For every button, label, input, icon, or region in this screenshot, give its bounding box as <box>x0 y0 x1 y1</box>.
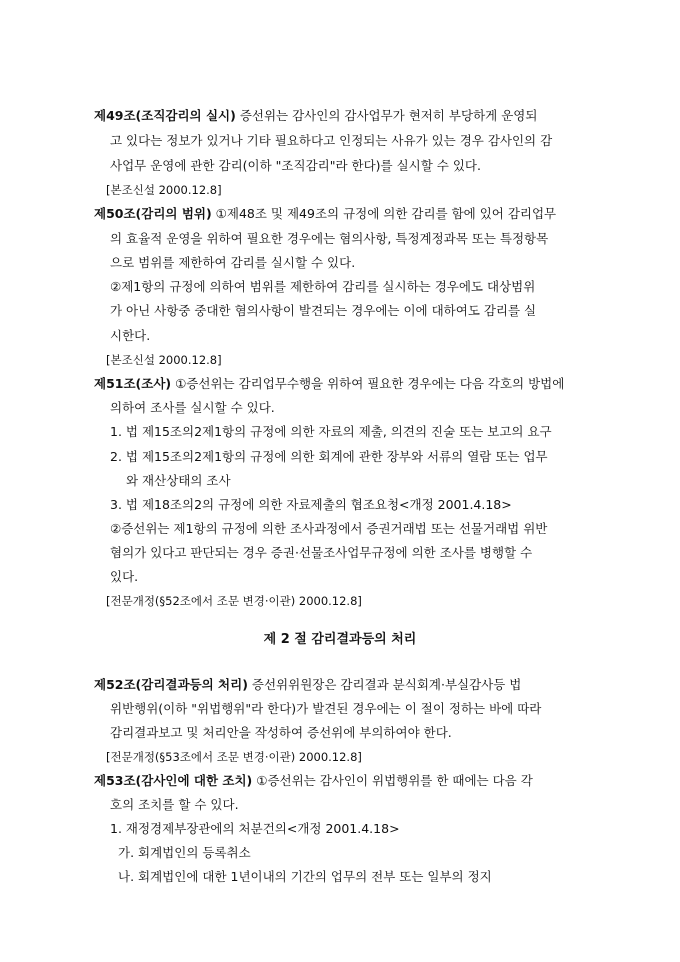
article-51-line-2: 의하여 조사를 실시할 수 있다. <box>110 400 275 415</box>
article-53-item-1: 1. 재정경제부장관에의 처분건의<개정 2001.4.18> <box>110 821 400 836</box>
article-51-note: [전문개정(§52조에서 조문 변경·이관) 2000.12.8] <box>106 594 362 608</box>
article-51-line-4: 혐의가 있다고 판단되는 경우 증권·선물조사업무규정에 의한 조사를 병행할 수 <box>110 545 533 560</box>
article-51-item-2: 2. 법 제15조의2제1항의 규정에 의한 회계에 관한 장부와 서류의 열람 또는 업무 <box>110 449 548 464</box>
article-50-note: [본조신설 2000.12.8] <box>106 353 222 367</box>
article-53-heading: 제53조(감사인에 대한 조치) <box>94 773 253 788</box>
article-51-item-3: 3. 법 제18조의2의 규정에 의한 자료제출의 협조요청<개정 2001.4.18> <box>110 497 512 512</box>
article-50-line-3: 으로 범위를 제한하여 감리를 실시할 수 있다. <box>110 255 356 270</box>
article-50-line-2: 의 효율적 운영을 위하여 필요한 경우에는 혐의사항, 특정계정과목 또는 특정항목 <box>110 231 549 246</box>
article-51-line-1: 제51조(조사) ①증선위는 감리업무수행을 위하여 필요한 경우에는 다음 각호의 방법에 <box>94 376 565 391</box>
article-50-line-5: 가 아닌 사항중 중대한 혐의사항이 발견되는 경우에는 이에 대하여도 감리를 실 <box>110 303 537 318</box>
article-50-line-6: 시한다. <box>110 328 151 343</box>
article-50-line-1: 제50조(감리의 범위) ①제48조 및 제49조의 규정에 의한 감리를 함에 있어 감리업무 <box>94 206 557 221</box>
article-52-note: [전문개정(§53조에서 조문 변경·이관) 2000.12.8] <box>106 750 362 764</box>
article-52-line-1: 제52조(감리결과등의 처리) 증선위위원장은 감리결과 분식회계·부실감사등 법 <box>94 677 522 692</box>
article-53-line-1: 제53조(감사인에 대한 조치) ①증선위는 감사인이 위법행위를 한 때에는 다음 각 <box>94 773 533 788</box>
section-heading: 제 2 절 감리결과등의 처리 <box>263 632 417 647</box>
article-51-item-2-cont: 와 재산상태의 조사 <box>126 473 231 488</box>
article-50-heading: 제50조(감리의 범위) <box>94 206 212 221</box>
article-53-line-2: 호의 조치를 할 수 있다. <box>110 797 239 812</box>
article-51-item-1: 1. 법 제15조의2제1항의 규정에 의한 자료의 제출, 의견의 진술 또는 보고의 요구 <box>110 424 552 439</box>
article-52-line-2: 위반행위(이하 "위법행위"라 한다)가 발견된 경우에는 이 절이 정하는 바에 따라 <box>110 701 542 716</box>
article-49-line-1: 제49조(조직감리의 실시) 증선위는 감사인의 감사업무가 현저히 부당하게 운영되 <box>94 108 538 123</box>
article-49-note: [본조신설 2000.12.8] <box>106 183 222 197</box>
article-51-line-5: 있다. <box>110 569 139 584</box>
article-53-subitem-ga: 가. 회계법인의 등록취소 <box>118 845 251 860</box>
article-49-line-2: 고 있다는 정보가 있거나 기타 필요하다고 인정되는 사유가 있는 경우 감사인의 감 <box>110 133 553 148</box>
article-53-subitem-na: 나. 회계법인에 대한 1년이내의 기간의 업무의 전부 또는 일부의 정지 <box>118 869 492 884</box>
article-49-heading: 제49조(조직감리의 실시) <box>94 108 236 123</box>
article-49-line-3: 사업무 운영에 관한 감리(이하 "조직감리"라 한다)를 실시할 수 있다. <box>110 158 481 173</box>
article-52-line-3: 감리결과보고 및 처리안을 작성하여 증선위에 부의하여야 한다. <box>110 725 452 740</box>
article-51-heading: 제51조(조사) <box>94 376 172 391</box>
article-52-heading: 제52조(감리결과등의 처리) <box>94 677 248 692</box>
article-50-line-4: ②제1항의 규정에 의하여 범위를 제한하여 감리를 실시하는 경우에도 대상범위 <box>110 279 536 294</box>
article-51-line-3: ②증선위는 제1항의 규정에 의한 조사과정에서 증권거래법 또는 선물거래법 위반 <box>110 521 548 536</box>
